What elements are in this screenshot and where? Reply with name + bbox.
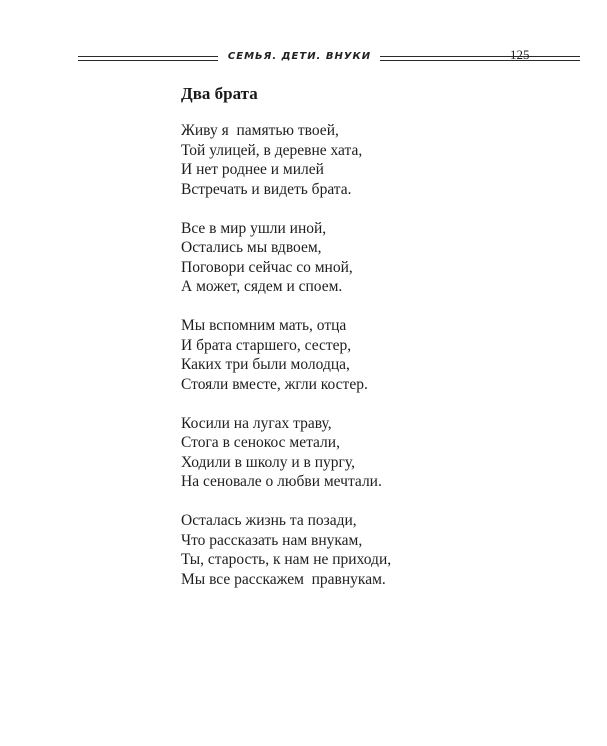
poem-line: Каких три были молодца, [181,356,350,373]
poem-line: Стояли вместе, жгли костер. [181,375,368,393]
running-title: СЕМЬЯ. ДЕТИ. ВНУКИ [227,51,372,62]
poem-line: Встречать и видеть брата. [181,180,352,198]
poem-line: Все в мир ушли иной, [181,219,327,237]
poem-line: На сеновале о любви мечтали. [181,473,382,490]
poem-line: Живу я памятью твоей, [181,122,339,139]
stanza [181,511,561,589]
poem-line: Той улицей, в деревне хата, [181,141,363,159]
header-rule-left [78,56,218,62]
poem-line: Что рассказать нам внукам, [181,531,363,549]
poem-line: Ты, старость, к нам не приходи, [181,551,392,568]
stanza [181,414,561,492]
poem-line: И нет роднее и милей [181,161,324,178]
poem-line: Стога в сенокос метали, [181,434,340,451]
page-number: 125 [510,47,530,62]
running-header [78,47,534,70]
poem-line: А может, сядем и споем. [181,278,343,295]
poem-line: Косили на лугах траву, [181,414,332,432]
stanza [181,316,561,394]
poem-body [181,121,561,609]
header-rule-right [380,56,580,62]
stanza [181,219,561,297]
poem-line: Поговори сейчас со мной, [181,258,353,276]
poem-line: Мы вспомним мать, отца [181,317,347,334]
poem-line: Осталась жизнь та позади, [181,512,357,529]
poem-line: И брата старшего, сестер, [181,336,352,354]
poem-line: Остались мы вдвоем, [181,239,322,256]
stanza [181,121,561,199]
poem-line: Ходили в школу и в пургу, [181,453,355,471]
poem-title: Два брата [181,84,258,103]
poem-line: Мы все расскажем правнукам. [181,570,386,588]
